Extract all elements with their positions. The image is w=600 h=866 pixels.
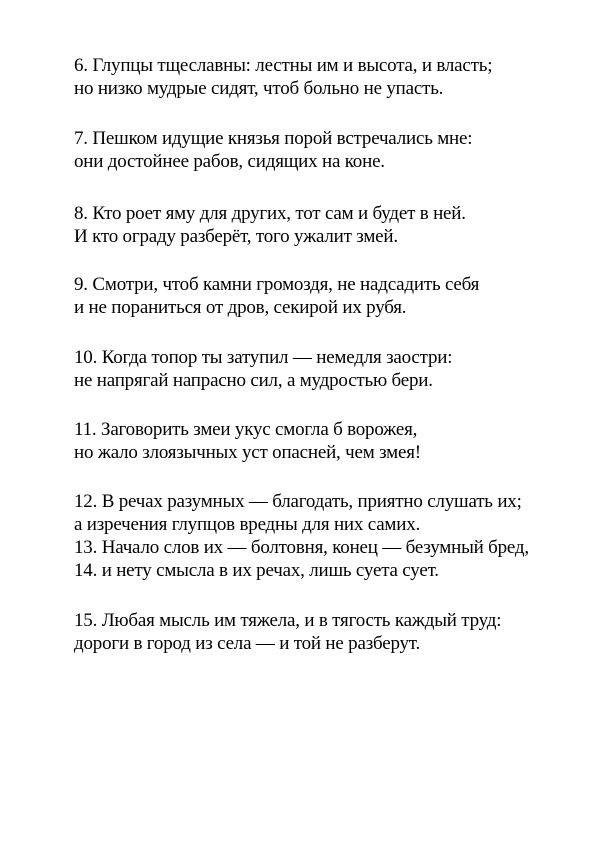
verse-line: 7. Пешком идущие князья порой встречались мне:	[74, 128, 473, 149]
verse-line: 9. Смотри, чтоб камни громоздя, не надсадить себя	[74, 274, 480, 295]
verse-line: 15. Любая мысль им тяжела, и в тягость каждый труд:	[74, 610, 502, 631]
verse-line: 6. Глупцы тщеславны: лестны им и высота, и власть;	[74, 55, 493, 76]
verse-line: а изречения глупцов вредны для них самих.	[74, 514, 421, 535]
verse-line: но жало злоязычных уст опасней, чем змея!	[74, 442, 421, 463]
verse-line: И кто ограду разберёт, того ужалит змей.	[74, 226, 398, 247]
verse-8	[74, 202, 564, 248]
verse-12-14	[74, 490, 564, 582]
verse-line: но низко мудрые сидят, чтоб больно не упасть.	[74, 78, 444, 99]
verse-line: не напрягай напрасно сил, а мудростью бери.	[74, 370, 433, 391]
verse-line: 10. Когда топор ты затупил — немедля заостри:	[74, 347, 453, 368]
verse-line: 13. Начало слов их — болтовня, конец — безумный бред,	[74, 537, 529, 558]
verse-line: и не пораниться от дров, секирой их рубя.	[74, 297, 407, 318]
verse-line: 14. и нету смысла в их речах, лишь суета сует.	[74, 560, 439, 581]
verse-15	[74, 609, 564, 655]
verse-10	[74, 346, 564, 392]
verse-7	[74, 127, 564, 173]
verse-line: 12. В речах разумных — благодать, приятно слушать их;	[74, 491, 522, 512]
verse-6	[74, 54, 564, 100]
verse-line: они достойнее рабов, сидящих на коне.	[74, 151, 385, 172]
verse-line: дороги в город из села — и той не разберут.	[74, 633, 421, 654]
verse-line: 8. Кто роет яму для других, тот сам и будет в ней.	[74, 203, 466, 224]
verse-9	[74, 273, 564, 319]
verse-line: 11. Заговорить змеи укус смогла б ворожея,	[74, 419, 418, 440]
verse-11	[74, 418, 564, 464]
